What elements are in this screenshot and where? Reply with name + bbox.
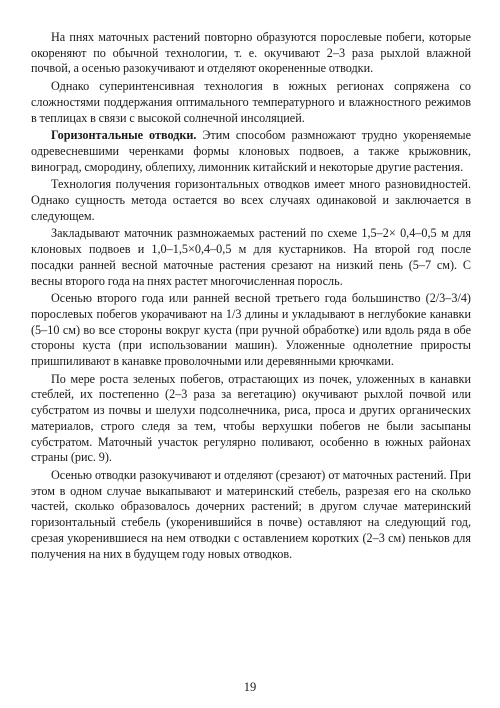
section-heading: Горизонтальные отводки. <box>51 128 197 143</box>
paragraph-5: Закладывают маточник размножаемых растений по схеме 1,5–2× 0,4–0,5 м для клоновых подвоев и 1,0–1,5×0,4–0,5 м для кустарников. На второй год после посадки ранней весной маточные растения срезают на низкий пень (5–7 см). С весны второго года на пнях растет многочисленная поросль. <box>31 226 471 288</box>
paragraph-2: Однако суперинтенсивная технология в южных регионах сопряжена со сложностями поддержания оптимального температурного и влажностного режимов в теплицах в связи с высокой солнечной инсоляцией. <box>31 79 471 125</box>
paragraph-1: На пнях маточных растений повторно образуются порослевые побеги, которые окореняют по обычной технологии, т. е. окучивают 2–3 раза рыхлой влажной почвой, а осенью разокучивают и отделяют окорененные отводки. <box>31 30 471 76</box>
paragraph-8: Осенью отводки разокучивают и отделяют (срезают) от маточных растений. При этом в одном случае выкапывают и материнский стебель, разрезая его на сколько частей, сколько образовалось дочерних растений; в другом случае материнский горизонтальный стебель (укоренившийся в почве) оставляют на следующий год, срезая укоренившиеся на нем отводки с оставлением коротких (2–3 см) пеньков для получения на них в будущем году новых отводков. <box>31 467 471 561</box>
paragraph-6: Осенью второго года или ранней весной третьего года большинство (2/3–3/4) порослевых побегов укорачивают на 1/3 длины и укладывают в неглубокие канавки (5–10 см) во все стороны вокруг куста (при ручной обработке) или вдоль ряда в обе стороны куста (при использовании машин). Уложенные однолетние приросты пришпиливают в канавке проволочными или деревянными крючками. <box>31 291 471 369</box>
paragraph-4: Технология получения горизонтальных отводков имеет много разновидностей. Однако сущность метода остается во всех случаях одинаковой и заключается в следующем. <box>31 177 471 223</box>
paragraph-3-text: Этим способом размножают трудно укореняемые одревесневшими черенками формы клоновых подвоев, а также крыжовник, виноград, смородину, облепиху, лимонник китайский и некоторые другие растения. <box>31 128 471 174</box>
page-number: 19 <box>243 680 257 694</box>
paragraph-7: По мере роста зеленых побегов, отрастающих из почек, уложенных в канавки стеблей, их постепенно (2–3 раза за вегетацию) окучивают рыхлой почвой или субстратом из почвы и шелухи подсолнечника, риса, проса и других органических материалов, строго следя за тем, чтобы верхушки побегов не были засыпаны субстратом. Маточный участок регулярно поливают, особенно в южных районах страны (рис. 9). <box>31 371 471 465</box>
page-body <box>31 30 471 670</box>
paragraph-3 <box>31 128 471 175</box>
